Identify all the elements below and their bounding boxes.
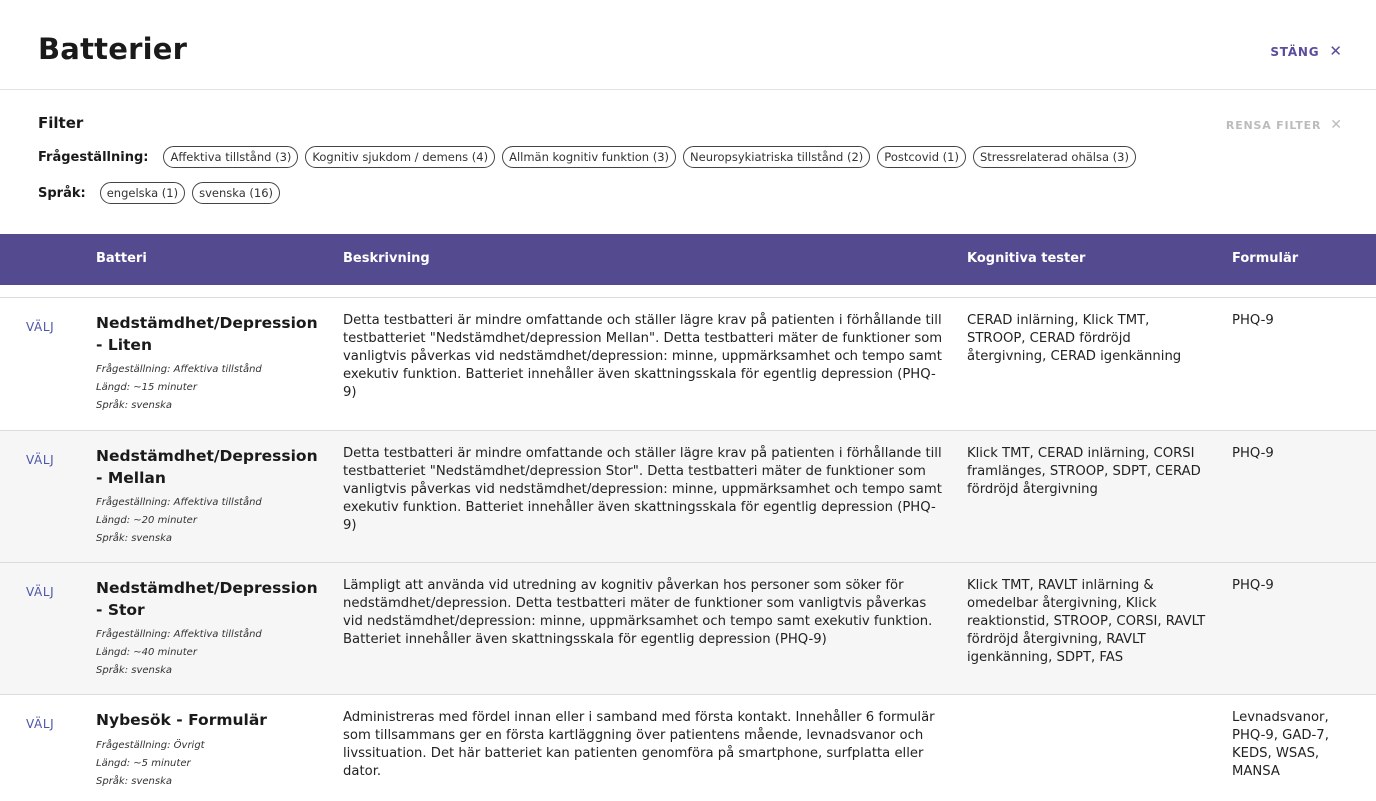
clear-filter-icon[interactable]: ✕ xyxy=(1330,117,1342,133)
filter-chip-swedish[interactable]: svenska (16) xyxy=(192,182,280,204)
battery-language: Språk: svenska xyxy=(96,533,173,544)
question-filter-label: Frågeställning: xyxy=(38,149,149,165)
battery-forms: Levnadsvanor, PHQ-9, GAD-7, KEDS, WSAS, MANSA xyxy=(1232,710,1329,779)
select-button[interactable]: VÄLJ xyxy=(26,585,55,599)
battery-length: Längd: ~5 minuter xyxy=(96,758,191,769)
battery-name: Nedstämdhet/Depression - Mellan xyxy=(96,447,318,487)
close-button[interactable] xyxy=(1270,44,1342,59)
battery-tests: Klick TMT, CERAD inlärning, CORSI framlänges, STROOP, SDPT, CERAD fördröjd återgivning xyxy=(967,446,1201,497)
battery-length: Längd: ~20 minuter xyxy=(96,515,197,526)
battery-length: Längd: ~15 minuter xyxy=(96,382,197,393)
battery-question: Frågeställning: Affektiva tillstånd xyxy=(96,497,262,508)
battery-description: Detta testbatteri är mindre omfattande och ställer lägre krav på patienten i förhållande till testbatteriet "Nedstämdhet/depression Mellan". Detta testbatteri mäter de funktioner som vanligtvis påverkas vid nedstämdhet/depression: minne, uppmärksamhet och tempo samt exekutiv funktion. Batteriet innehåller även skattningsskala för egentlig depression (PHQ-9) xyxy=(343,313,943,400)
filter-section xyxy=(0,91,1376,234)
filter-chip-cognitive-disease[interactable]: Kognitiv sjukdom / demens (4) xyxy=(305,146,495,168)
page-title: Batterier xyxy=(38,32,188,66)
question-chips xyxy=(163,146,1136,168)
battery-question: Frågeställning: Affektiva tillstånd xyxy=(96,629,262,640)
battery-language: Språk: svenska xyxy=(96,400,173,411)
column-header-tests: Kognitiva tester xyxy=(967,251,1086,266)
battery-question: Frågeställning: Affektiva tillstånd xyxy=(96,364,262,375)
battery-language: Språk: svenska xyxy=(96,776,173,787)
battery-description: Lämpligt att använda vid utredning av kognitiv påverkan hos personer som söker för nedstämdhet/depression. Detta testbatteri mäter de funktioner som vanligtvis påverkas vid nedstämdhet/depression: minne, uppmärksamhet och tempo samt exekutiv funktion. Batteriet innehåller även skattningsskala för egentlig depression (PHQ-9) xyxy=(343,578,933,647)
select-button[interactable]: VÄLJ xyxy=(26,320,55,334)
filter-title: Filter xyxy=(38,114,84,132)
battery-forms: PHQ-9 xyxy=(1232,578,1274,593)
close-label: STÄNG xyxy=(1270,44,1320,59)
battery-description: Administreras med fördel innan eller i samband med första kontakt. Innehåller 6 formulär som tillsammans ger en första kartläggning över patientens mående, levnadsvanor och livssituation. Det här batteriet kan patienten genomföra på smartphone, surfplatta eller dator. xyxy=(343,710,935,779)
table-row xyxy=(0,297,1376,431)
battery-language: Språk: svenska xyxy=(96,665,173,676)
column-header-battery: Batteri xyxy=(96,251,147,266)
table-row xyxy=(0,430,1376,563)
select-button[interactable]: VÄLJ xyxy=(26,453,55,467)
table-row xyxy=(0,694,1376,801)
battery-name: Nedstämdhet/Depression - Liten xyxy=(96,314,318,354)
filter-chip-general-cognitive[interactable]: Allmän kognitiv funktion (3) xyxy=(502,146,676,168)
filter-chip-postcovid[interactable]: Postcovid (1) xyxy=(877,146,966,168)
clear-filter-label: RENSA FILTER xyxy=(1225,118,1322,132)
language-chips xyxy=(100,182,280,204)
battery-description: Detta testbatteri är mindre omfattande och ställer lägre krav på patienten i förhållande till testbatteriet "Nedstämdhet/depression Stor". Detta testbatteri mäter de funktioner som vanligtvis påverkas vid nedstämdhet/depression: minne, uppmärksamhet och tempo samt exekutiv funktion. Batteriet innehåller även skattningsskala för egentlig depression (PHQ-9) xyxy=(343,446,942,533)
battery-tests: CERAD inlärning, Klick TMT, STROOP, CERAD fördröjd återgivning, CERAD igenkänning xyxy=(967,313,1182,364)
battery-question: Frågeställning: Övrigt xyxy=(96,740,205,751)
battery-name: Nedstämdhet/Depression - Stor xyxy=(96,579,318,619)
close-icon[interactable]: ✕ xyxy=(1329,42,1342,60)
filter-chip-neuropsychiatric[interactable]: Neuropsykiatriska tillstånd (2) xyxy=(683,146,870,168)
question-filter-row xyxy=(38,146,1136,168)
battery-length: Längd: ~40 minuter xyxy=(96,647,197,658)
language-filter-row xyxy=(38,182,280,204)
filter-chip-stress[interactable]: Stressrelaterad ohälsa (3) xyxy=(973,146,1136,168)
language-filter-label: Språk: xyxy=(38,185,86,201)
battery-forms: PHQ-9 xyxy=(1232,446,1274,461)
battery-forms: PHQ-9 xyxy=(1232,313,1274,328)
column-header-description: Beskrivning xyxy=(343,251,430,266)
battery-name: Nybesök - Formulär xyxy=(96,711,267,729)
column-header-forms: Formulär xyxy=(1232,251,1299,266)
table-header xyxy=(0,234,1376,285)
battery-tests: Klick TMT, RAVLT inlärning & omedelbar återgivning, Klick reaktionstid, STROOP, CORSI, RAVLT fördröjd återgivning, RAVLT igenkänning, SDPT, FAS xyxy=(967,578,1206,665)
filter-chip-affective[interactable]: Affektiva tillstånd (3) xyxy=(163,146,298,168)
select-button[interactable]: VÄLJ xyxy=(26,717,55,731)
modal-header xyxy=(0,0,1376,90)
filter-chip-english[interactable]: engelska (1) xyxy=(100,182,185,204)
table-row xyxy=(0,562,1376,695)
clear-filter-button[interactable] xyxy=(1226,118,1342,132)
